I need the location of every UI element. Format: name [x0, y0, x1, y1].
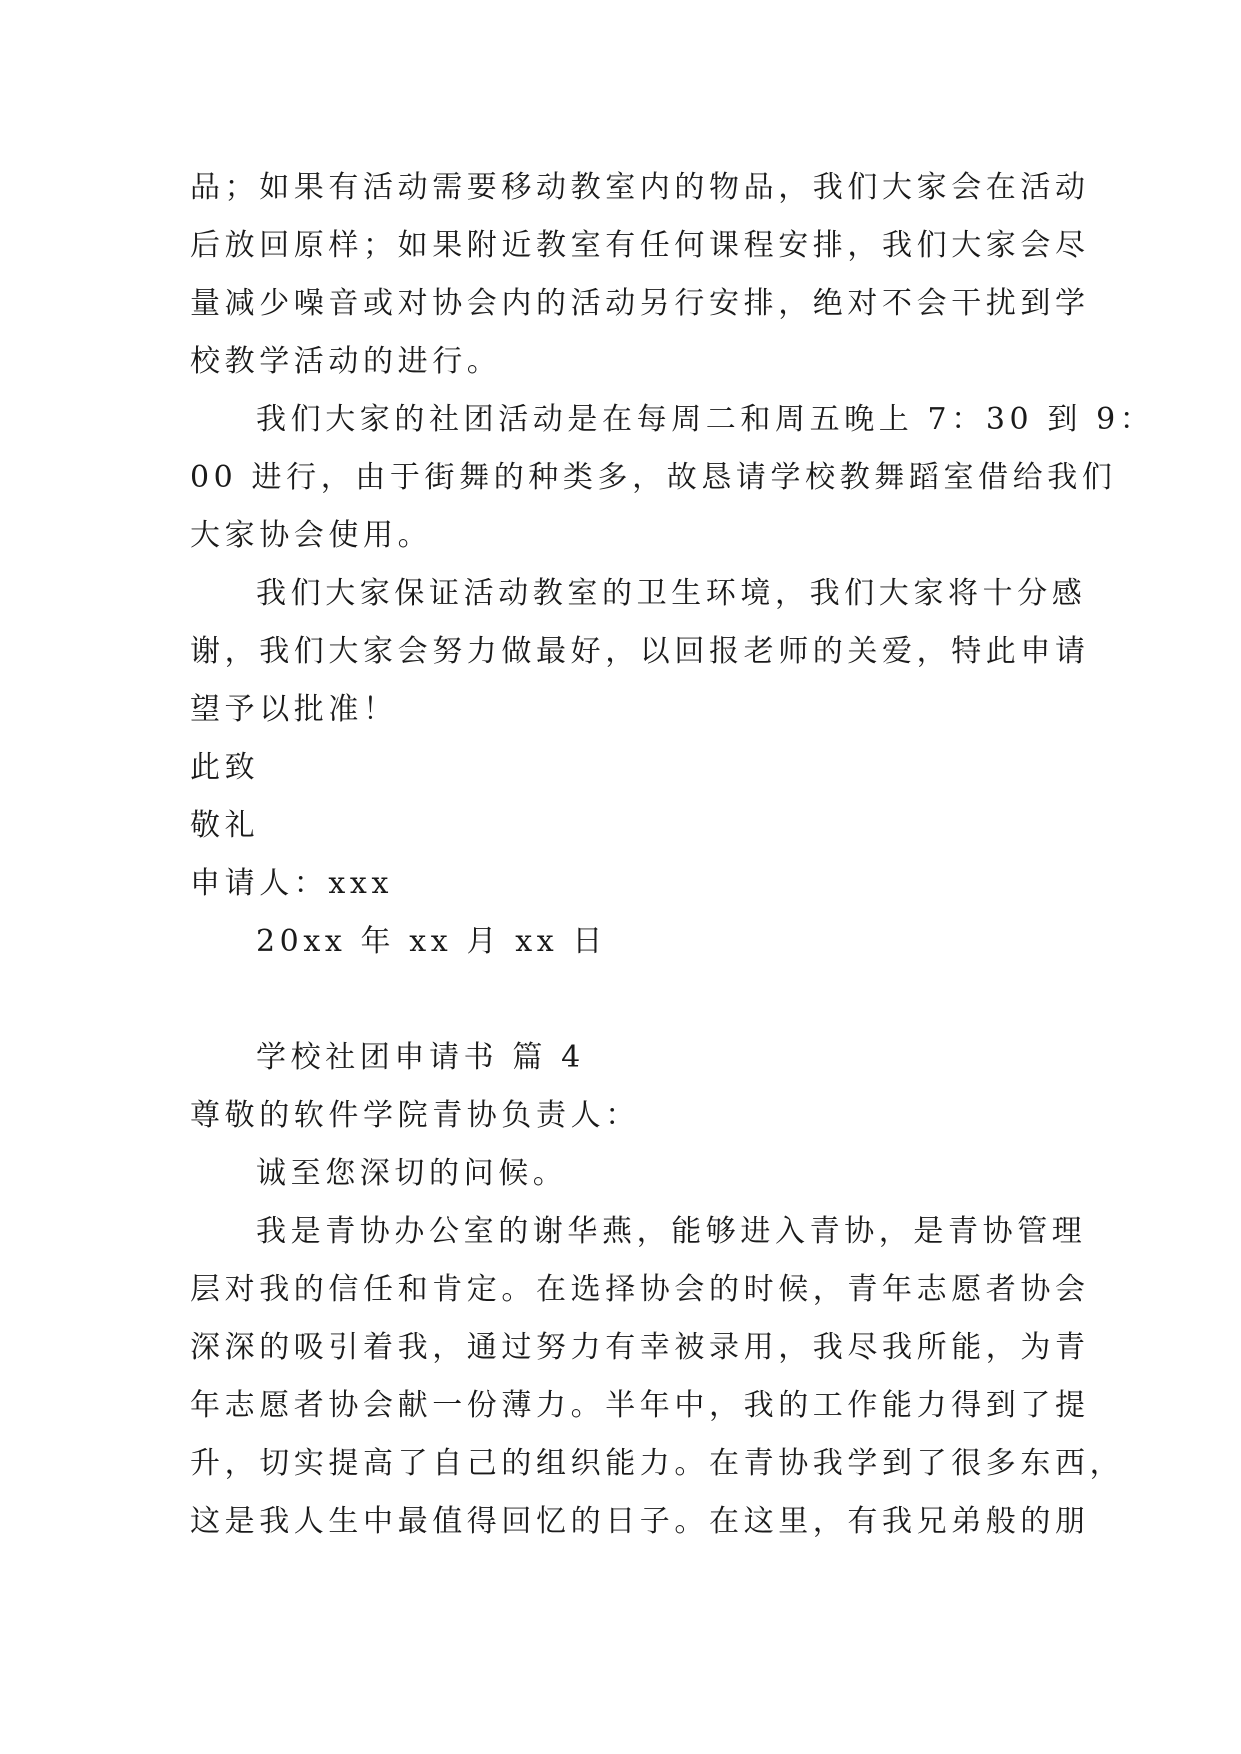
- applicant-name: 申请人：xxx: [190, 866, 393, 901]
- text-line: 年志愿者协会献一份薄力。半年中，我的工作能力得到了提: [190, 1388, 1090, 1423]
- text-line: 升，切实提高了自己的组织能力。在青协我学到了很多东西，: [190, 1446, 1125, 1481]
- recipient-greeting: 尊敬的软件学院青协负责人：: [190, 1098, 640, 1133]
- text-line: 诚至您深切的问候。: [256, 1156, 568, 1191]
- text-line: 层对我的信任和肯定。在选择协会的时候，青年志愿者协会: [190, 1272, 1090, 1307]
- section-title: 学校社团申请书 篇 4: [256, 1040, 585, 1075]
- text-line: 我是青协办公室的谢华燕，能够进入青协，是青协管理: [256, 1214, 1087, 1249]
- text-line: 量减少噪音或对协会内的活动另行安排，绝对不会干扰到学: [190, 286, 1090, 321]
- text-line: 我们大家的社团活动是在每周二和周五晚上 7：30 到 9：: [256, 402, 1155, 437]
- text-line: 我们大家保证活动教室的卫生环境，我们大家将十分感: [256, 576, 1087, 611]
- text-line: 品；如果有活动需要移动教室内的物品，我们大家会在活动: [190, 170, 1090, 205]
- text-line: 后放回原样；如果附近教室有任何课程安排，我们大家会尽: [190, 228, 1090, 263]
- text-line: 谢，我们大家会努力做最好，以回报老师的关爱，特此申请: [190, 634, 1090, 669]
- text-line: 这是我人生中最值得回忆的日子。在这里，有我兄弟般的朋: [190, 1504, 1090, 1539]
- text-line: 00 进行，由于街舞的种类多，故恳请学校教舞蹈室借给我们: [190, 460, 1117, 495]
- closing-salutation: 此致: [190, 750, 260, 785]
- text-line: 校教学活动的进行。: [190, 344, 502, 379]
- text-line: 望予以批准！: [190, 692, 398, 727]
- closing-regards: 敬礼: [190, 808, 260, 843]
- date-line: 20xx 年 xx 月 xx 日: [256, 924, 607, 959]
- text-line: 大家协会使用。: [190, 518, 433, 553]
- text-line: 深深的吸引着我，通过努力有幸被录用，我尽我所能，为青: [190, 1330, 1090, 1365]
